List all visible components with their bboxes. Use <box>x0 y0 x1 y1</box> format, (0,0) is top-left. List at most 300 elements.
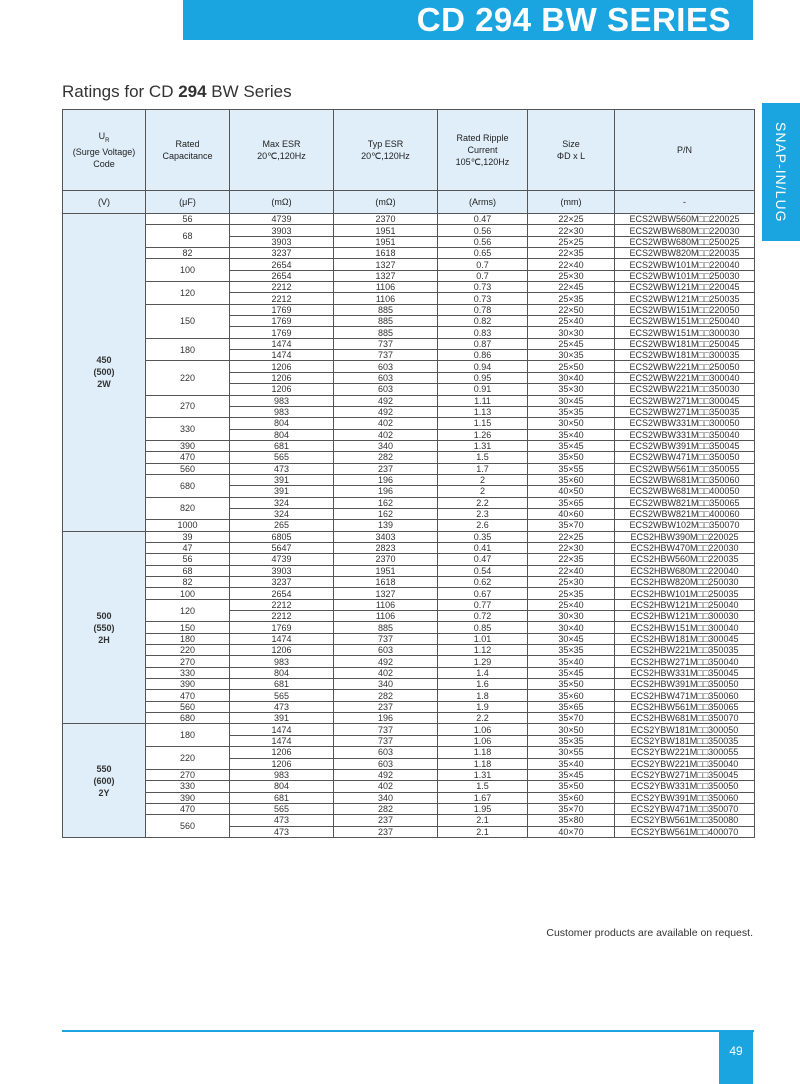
table-row <box>63 259 755 270</box>
part-number-cell: ECS2WBW102M□□350070 <box>615 520 755 531</box>
capacitance-cell: 82 <box>146 248 230 259</box>
size-cell: 30×45 <box>528 633 615 644</box>
typ-esr-cell: 139 <box>334 520 438 531</box>
max-esr-cell: 2212 <box>230 293 334 304</box>
max-esr-cell: 681 <box>230 792 334 803</box>
part-number-cell: ECS2WBW821M□□400060 <box>615 508 755 519</box>
ripple-cell: 1.06 <box>438 735 528 746</box>
ripple-cell: 1.15 <box>438 418 528 429</box>
max-esr-cell: 324 <box>230 508 334 519</box>
size-cell: 22×40 <box>528 259 615 270</box>
ripple-cell: 0.85 <box>438 622 528 633</box>
max-esr-cell: 324 <box>230 497 334 508</box>
max-esr-cell: 1206 <box>230 361 334 372</box>
unit-typ-esr: (mΩ) <box>334 191 438 214</box>
typ-esr-cell: 737 <box>334 735 438 746</box>
max-esr-cell: 473 <box>230 826 334 837</box>
side-tab <box>762 103 800 241</box>
capacitance-cell: 120 <box>146 599 230 622</box>
max-esr-cell: 6805 <box>230 531 334 542</box>
size-cell: 35×65 <box>528 701 615 712</box>
size-cell: 30×50 <box>528 724 615 735</box>
capacitance-cell: 180 <box>146 724 230 747</box>
table-row <box>63 248 755 259</box>
ripple-cell: 1.13 <box>438 406 528 417</box>
part-number-cell: ECS2YBW471M□□350070 <box>615 803 755 814</box>
typ-esr-cell: 1618 <box>334 577 438 588</box>
typ-esr-cell: 737 <box>334 350 438 361</box>
unit-part-number: - <box>615 191 755 214</box>
part-number-cell: ECS2WBW151M□□300030 <box>615 327 755 338</box>
typ-esr-cell: 2370 <box>334 214 438 225</box>
size-cell: 35×40 <box>528 429 615 440</box>
typ-esr-cell: 885 <box>334 327 438 338</box>
typ-esr-cell: 162 <box>334 508 438 519</box>
capacitance-cell: 220 <box>146 747 230 770</box>
capacitance-cell: 47 <box>146 542 230 553</box>
max-esr-cell: 681 <box>230 440 334 451</box>
header-size: Size ΦD x L <box>528 110 615 191</box>
typ-esr-cell: 402 <box>334 667 438 678</box>
typ-esr-cell: 737 <box>334 633 438 644</box>
max-esr-cell: 2212 <box>230 599 334 610</box>
typ-esr-cell: 1106 <box>334 599 438 610</box>
capacitance-cell: 270 <box>146 395 230 418</box>
size-cell: 35×35 <box>528 406 615 417</box>
typ-esr-cell: 2370 <box>334 554 438 565</box>
ripple-cell: 0.7 <box>438 259 528 270</box>
size-cell: 30×45 <box>528 395 615 406</box>
size-cell: 35×30 <box>528 384 615 395</box>
capacitance-cell: 560 <box>146 701 230 712</box>
typ-esr-cell: 603 <box>334 384 438 395</box>
ripple-cell: 1.5 <box>438 452 528 463</box>
part-number-cell: ECS2HBW221M□□350035 <box>615 645 755 656</box>
voltage-group-label: 550 <box>96 763 112 774</box>
table-row <box>63 338 755 349</box>
size-cell: 40×70 <box>528 826 615 837</box>
table-row <box>63 565 755 576</box>
typ-esr-cell: 1106 <box>334 282 438 293</box>
voltage-group-label: 500 <box>96 610 112 621</box>
part-number-cell: ECS2WBW181M□□250045 <box>615 338 755 349</box>
max-esr-cell: 2654 <box>230 588 334 599</box>
capacitance-cell: 560 <box>146 815 230 838</box>
typ-esr-cell: 162 <box>334 497 438 508</box>
typ-esr-cell: 237 <box>334 701 438 712</box>
ripple-cell: 0.78 <box>438 304 528 315</box>
ripple-cell: 0.87 <box>438 338 528 349</box>
ripple-cell: 0.47 <box>438 554 528 565</box>
table-row <box>63 815 755 826</box>
footer-rule <box>62 1030 754 1032</box>
part-number-cell: ECS2HBW181M□□300045 <box>615 633 755 644</box>
table-row <box>63 622 755 633</box>
max-esr-cell: 2654 <box>230 259 334 270</box>
size-cell: 35×65 <box>528 497 615 508</box>
typ-esr-cell: 603 <box>334 372 438 383</box>
ripple-cell: 1.11 <box>438 395 528 406</box>
max-esr-cell: 1206 <box>230 747 334 758</box>
size-cell: 22×30 <box>528 225 615 236</box>
size-cell: 30×40 <box>528 372 615 383</box>
size-cell: 22×25 <box>528 531 615 542</box>
typ-esr-cell: 885 <box>334 316 438 327</box>
ripple-cell: 2.1 <box>438 815 528 826</box>
capacitance-cell: 100 <box>146 259 230 282</box>
size-cell: 25×50 <box>528 361 615 372</box>
capacitance-cell: 120 <box>146 282 230 305</box>
part-number-cell: ECS2HBW681M□□350070 <box>615 713 755 724</box>
typ-esr-cell: 492 <box>334 406 438 417</box>
max-esr-cell: 681 <box>230 679 334 690</box>
size-cell: 35×70 <box>528 520 615 531</box>
size-cell: 30×30 <box>528 611 615 622</box>
ratings-table-body <box>63 214 755 838</box>
max-esr-cell: 1769 <box>230 327 334 338</box>
ripple-cell: 1.18 <box>438 747 528 758</box>
header-typ-esr: Typ ESR 20℃,120Hz <box>334 110 438 191</box>
max-esr-cell: 1474 <box>230 338 334 349</box>
ripple-cell: 1.18 <box>438 758 528 769</box>
table-row <box>63 701 755 712</box>
max-esr-cell: 1474 <box>230 350 334 361</box>
size-cell: 25×25 <box>528 236 615 247</box>
size-cell: 25×30 <box>528 270 615 281</box>
capacitance-cell: 150 <box>146 304 230 338</box>
max-esr-cell: 391 <box>230 713 334 724</box>
part-number-cell: ECS2YBW221M□□350040 <box>615 758 755 769</box>
part-number-cell: ECS2HBW680M□□220040 <box>615 565 755 576</box>
series-title: CD 294 BW SERIES <box>416 1 731 38</box>
max-esr-cell: 1474 <box>230 724 334 735</box>
availability-note: Customer products are available on request. <box>546 927 753 939</box>
max-esr-cell: 473 <box>230 463 334 474</box>
typ-esr-cell: 1327 <box>334 259 438 270</box>
max-esr-cell: 804 <box>230 418 334 429</box>
table-row <box>63 667 755 678</box>
header-voltage: $U_R$ (Surge Voltage) Code <box>63 110 146 191</box>
part-number-cell: ECS2WBW101M□□220040 <box>615 259 755 270</box>
table-row <box>63 395 755 406</box>
table-row <box>63 588 755 599</box>
part-number-cell: ECS2WBW471M□□350050 <box>615 452 755 463</box>
unit-max-esr: (mΩ) <box>230 191 334 214</box>
part-number-cell: ECS2WBW181M□□300035 <box>615 350 755 361</box>
ripple-cell: 0.62 <box>438 577 528 588</box>
size-cell: 35×35 <box>528 735 615 746</box>
part-number-cell: ECS2WBW221M□□300040 <box>615 372 755 383</box>
size-cell: 22×40 <box>528 565 615 576</box>
header-ripple-current: Rated Ripple Current 105℃,120Hz <box>438 110 528 191</box>
typ-esr-cell: 402 <box>334 429 438 440</box>
unit-capacitance: (μF) <box>146 191 230 214</box>
ripple-cell: 1.01 <box>438 633 528 644</box>
typ-esr-cell: 1951 <box>334 565 438 576</box>
voltage-group-label: 2W <box>97 379 111 390</box>
ripple-cell: 1.5 <box>438 781 528 792</box>
table-row <box>63 690 755 701</box>
part-number-cell: ECS2YBW221M□□300055 <box>615 747 755 758</box>
ripple-cell: 1.9 <box>438 701 528 712</box>
typ-esr-cell: 737 <box>334 724 438 735</box>
max-esr-cell: 1769 <box>230 316 334 327</box>
typ-esr-cell: 603 <box>334 747 438 758</box>
ripple-cell: 0.47 <box>438 214 528 225</box>
capacitance-cell: 390 <box>146 440 230 451</box>
size-cell: 35×50 <box>528 781 615 792</box>
capacitance-cell: 1000 <box>146 520 230 531</box>
voltage-group-label: (600) <box>93 775 115 786</box>
typ-esr-cell: 340 <box>334 792 438 803</box>
voltage-group-label: 450 <box>96 355 112 366</box>
ripple-cell: 0.94 <box>438 361 528 372</box>
typ-esr-cell: 2823 <box>334 542 438 553</box>
part-number-cell: ECS2HBW121M□□300030 <box>615 611 755 622</box>
table-row <box>63 520 755 531</box>
ripple-cell: 1.67 <box>438 792 528 803</box>
part-number-cell: ECS2WBW331M□□350040 <box>615 429 755 440</box>
max-esr-cell: 565 <box>230 452 334 463</box>
size-cell: 35×60 <box>528 792 615 803</box>
table-row <box>63 531 755 542</box>
part-number-cell: ECS2HBW470M□□220030 <box>615 542 755 553</box>
max-esr-cell: 1206 <box>230 372 334 383</box>
typ-esr-cell: 1951 <box>334 225 438 236</box>
unit-ripple: (Arms) <box>438 191 528 214</box>
size-cell: 25×40 <box>528 316 615 327</box>
capacitance-cell: 270 <box>146 769 230 780</box>
typ-esr-cell: 603 <box>334 758 438 769</box>
size-cell: 40×60 <box>528 508 615 519</box>
table-row <box>63 418 755 429</box>
size-cell: 25×35 <box>528 588 615 599</box>
ripple-cell: 1.31 <box>438 769 528 780</box>
size-cell: 30×50 <box>528 418 615 429</box>
ripple-cell: 0.67 <box>438 588 528 599</box>
typ-esr-cell: 492 <box>334 395 438 406</box>
capacitance-cell: 56 <box>146 214 230 225</box>
size-cell: 30×40 <box>528 622 615 633</box>
typ-esr-cell: 237 <box>334 826 438 837</box>
typ-esr-cell: 196 <box>334 713 438 724</box>
max-esr-cell: 2212 <box>230 611 334 622</box>
table-row <box>63 633 755 644</box>
table-row <box>63 452 755 463</box>
table-row <box>63 713 755 724</box>
max-esr-cell: 3237 <box>230 248 334 259</box>
typ-esr-cell: 1106 <box>334 293 438 304</box>
part-number-cell: ECS2WBW680M□□250025 <box>615 236 755 247</box>
part-number-cell: ECS2YBW391M□□350060 <box>615 792 755 803</box>
max-esr-cell: 473 <box>230 815 334 826</box>
capacitance-cell: 470 <box>146 690 230 701</box>
size-cell: 25×30 <box>528 577 615 588</box>
part-number-cell: ECS2WBW221M□□250050 <box>615 361 755 372</box>
ripple-cell: 1.8 <box>438 690 528 701</box>
ripple-cell: 1.7 <box>438 463 528 474</box>
table-row <box>63 361 755 372</box>
header-capacitance: Rated Capacitance <box>146 110 230 191</box>
typ-esr-cell: 885 <box>334 622 438 633</box>
table-row <box>63 497 755 508</box>
max-esr-cell: 1769 <box>230 622 334 633</box>
capacitance-cell: 390 <box>146 679 230 690</box>
table-row <box>63 679 755 690</box>
size-cell: 22×25 <box>528 214 615 225</box>
capacitance-cell: 220 <box>146 645 230 656</box>
capacitance-cell: 470 <box>146 803 230 814</box>
voltage-group-cell <box>63 214 146 532</box>
max-esr-cell: 565 <box>230 690 334 701</box>
capacitance-cell: 39 <box>146 531 230 542</box>
capacitance-cell: 180 <box>146 338 230 361</box>
capacitance-cell: 82 <box>146 577 230 588</box>
header-max-esr: Max ESR 20℃,120Hz <box>230 110 334 191</box>
table-row <box>63 792 755 803</box>
ripple-cell: 2 <box>438 486 528 497</box>
max-esr-cell: 1769 <box>230 304 334 315</box>
ripple-cell: 0.56 <box>438 236 528 247</box>
max-esr-cell: 565 <box>230 803 334 814</box>
typ-esr-cell: 1327 <box>334 588 438 599</box>
ripple-cell: 1.6 <box>438 679 528 690</box>
voltage-group-cell <box>63 724 146 837</box>
ripple-cell: 0.41 <box>438 542 528 553</box>
part-number-cell: ECS2WBW680M□□220030 <box>615 225 755 236</box>
capacitance-cell: 180 <box>146 633 230 644</box>
typ-esr-cell: 402 <box>334 781 438 792</box>
capacitance-cell: 330 <box>146 418 230 441</box>
ratings-table-wrapper <box>62 109 754 838</box>
size-cell: 22×30 <box>528 542 615 553</box>
part-number-cell: ECS2WBW821M□□350065 <box>615 497 755 508</box>
typ-esr-cell: 603 <box>334 361 438 372</box>
table-row <box>63 803 755 814</box>
ripple-cell: 0.73 <box>438 293 528 304</box>
capacitance-cell: 820 <box>146 497 230 520</box>
ripple-cell: 0.54 <box>438 565 528 576</box>
ripple-cell: 1.06 <box>438 724 528 735</box>
typ-esr-cell: 282 <box>334 690 438 701</box>
part-number-cell: ECS2WBW221M□□350030 <box>615 384 755 395</box>
section-title-bold: 294 <box>178 82 207 101</box>
typ-esr-cell: 1106 <box>334 611 438 622</box>
part-number-cell: ECS2HBW561M□□350065 <box>615 701 755 712</box>
capacitance-cell: 560 <box>146 463 230 474</box>
part-number-cell: ECS2YBW561M□□350080 <box>615 815 755 826</box>
capacitance-cell: 470 <box>146 452 230 463</box>
section-title <box>62 82 292 102</box>
size-cell: 22×35 <box>528 554 615 565</box>
capacitance-cell: 270 <box>146 656 230 667</box>
ripple-cell: 0.95 <box>438 372 528 383</box>
ripple-cell: 0.86 <box>438 350 528 361</box>
part-number-cell: ECS2WBW151M□□220050 <box>615 304 755 315</box>
max-esr-cell: 1474 <box>230 735 334 746</box>
part-number-cell: ECS2WBW820M□□220035 <box>615 248 755 259</box>
max-esr-cell: 1474 <box>230 633 334 644</box>
capacitance-cell: 100 <box>146 588 230 599</box>
size-cell: 35×45 <box>528 769 615 780</box>
part-number-cell: ECS2YBW181M□□300050 <box>615 724 755 735</box>
table-row <box>63 214 755 225</box>
max-esr-cell: 804 <box>230 667 334 678</box>
ripple-cell: 1.12 <box>438 645 528 656</box>
size-cell: 22×35 <box>528 248 615 259</box>
section-title-suffix: BW Series <box>206 82 292 101</box>
ripple-cell: 2.1 <box>438 826 528 837</box>
size-cell: 35×40 <box>528 656 615 667</box>
capacitance-cell: 680 <box>146 713 230 724</box>
part-number-cell: ECS2WBW331M□□300050 <box>615 418 755 429</box>
unit-voltage: (V) <box>63 191 146 214</box>
max-esr-cell: 5647 <box>230 542 334 553</box>
ripple-cell: 0.77 <box>438 599 528 610</box>
size-cell: 35×70 <box>528 713 615 724</box>
size-cell: 25×40 <box>528 599 615 610</box>
table-row <box>63 554 755 565</box>
part-number-cell: ECS2WBW681M□□400050 <box>615 486 755 497</box>
max-esr-cell: 1206 <box>230 645 334 656</box>
ripple-cell: 0.73 <box>438 282 528 293</box>
max-esr-cell: 265 <box>230 520 334 531</box>
typ-esr-cell: 340 <box>334 679 438 690</box>
ripple-cell: 0.65 <box>438 248 528 259</box>
size-cell: 35×50 <box>528 452 615 463</box>
size-cell: 25×45 <box>528 338 615 349</box>
table-row <box>63 656 755 667</box>
ripple-cell: 0.7 <box>438 270 528 281</box>
typ-esr-cell: 196 <box>334 474 438 485</box>
size-cell: 35×70 <box>528 803 615 814</box>
max-esr-cell: 983 <box>230 769 334 780</box>
max-esr-cell: 2654 <box>230 270 334 281</box>
max-esr-cell: 3237 <box>230 577 334 588</box>
part-number-cell: ECS2WBW121M□□220045 <box>615 282 755 293</box>
part-number-cell: ECS2HBW331M□□350045 <box>615 667 755 678</box>
units-row <box>63 191 755 214</box>
capacitance-cell: 330 <box>146 781 230 792</box>
capacitance-cell: 390 <box>146 792 230 803</box>
ripple-cell: 1.4 <box>438 667 528 678</box>
header-row <box>63 110 755 191</box>
max-esr-cell: 1206 <box>230 758 334 769</box>
ripple-cell: 2.2 <box>438 497 528 508</box>
ripple-cell: 2.2 <box>438 713 528 724</box>
ripple-cell: 1.95 <box>438 803 528 814</box>
ripple-cell: 0.56 <box>438 225 528 236</box>
max-esr-cell: 983 <box>230 656 334 667</box>
part-number-cell: ECS2HBW151M□□300040 <box>615 622 755 633</box>
part-number-cell: ECS2HBW560M□□220035 <box>615 554 755 565</box>
part-number-cell: ECS2YBW271M□□350045 <box>615 769 755 780</box>
table-row <box>63 282 755 293</box>
part-number-cell: ECS2HBW391M□□350050 <box>615 679 755 690</box>
max-esr-cell: 391 <box>230 486 334 497</box>
part-number-cell: ECS2HBW471M□□350060 <box>615 690 755 701</box>
max-esr-cell: 4739 <box>230 554 334 565</box>
capacitance-cell: 330 <box>146 667 230 678</box>
table-row <box>63 225 755 236</box>
ripple-cell: 0.83 <box>438 327 528 338</box>
size-cell: 35×50 <box>528 679 615 690</box>
ripple-cell: 1.26 <box>438 429 528 440</box>
size-cell: 35×60 <box>528 474 615 485</box>
max-esr-cell: 391 <box>230 474 334 485</box>
size-cell: 30×30 <box>528 327 615 338</box>
size-cell: 30×55 <box>528 747 615 758</box>
